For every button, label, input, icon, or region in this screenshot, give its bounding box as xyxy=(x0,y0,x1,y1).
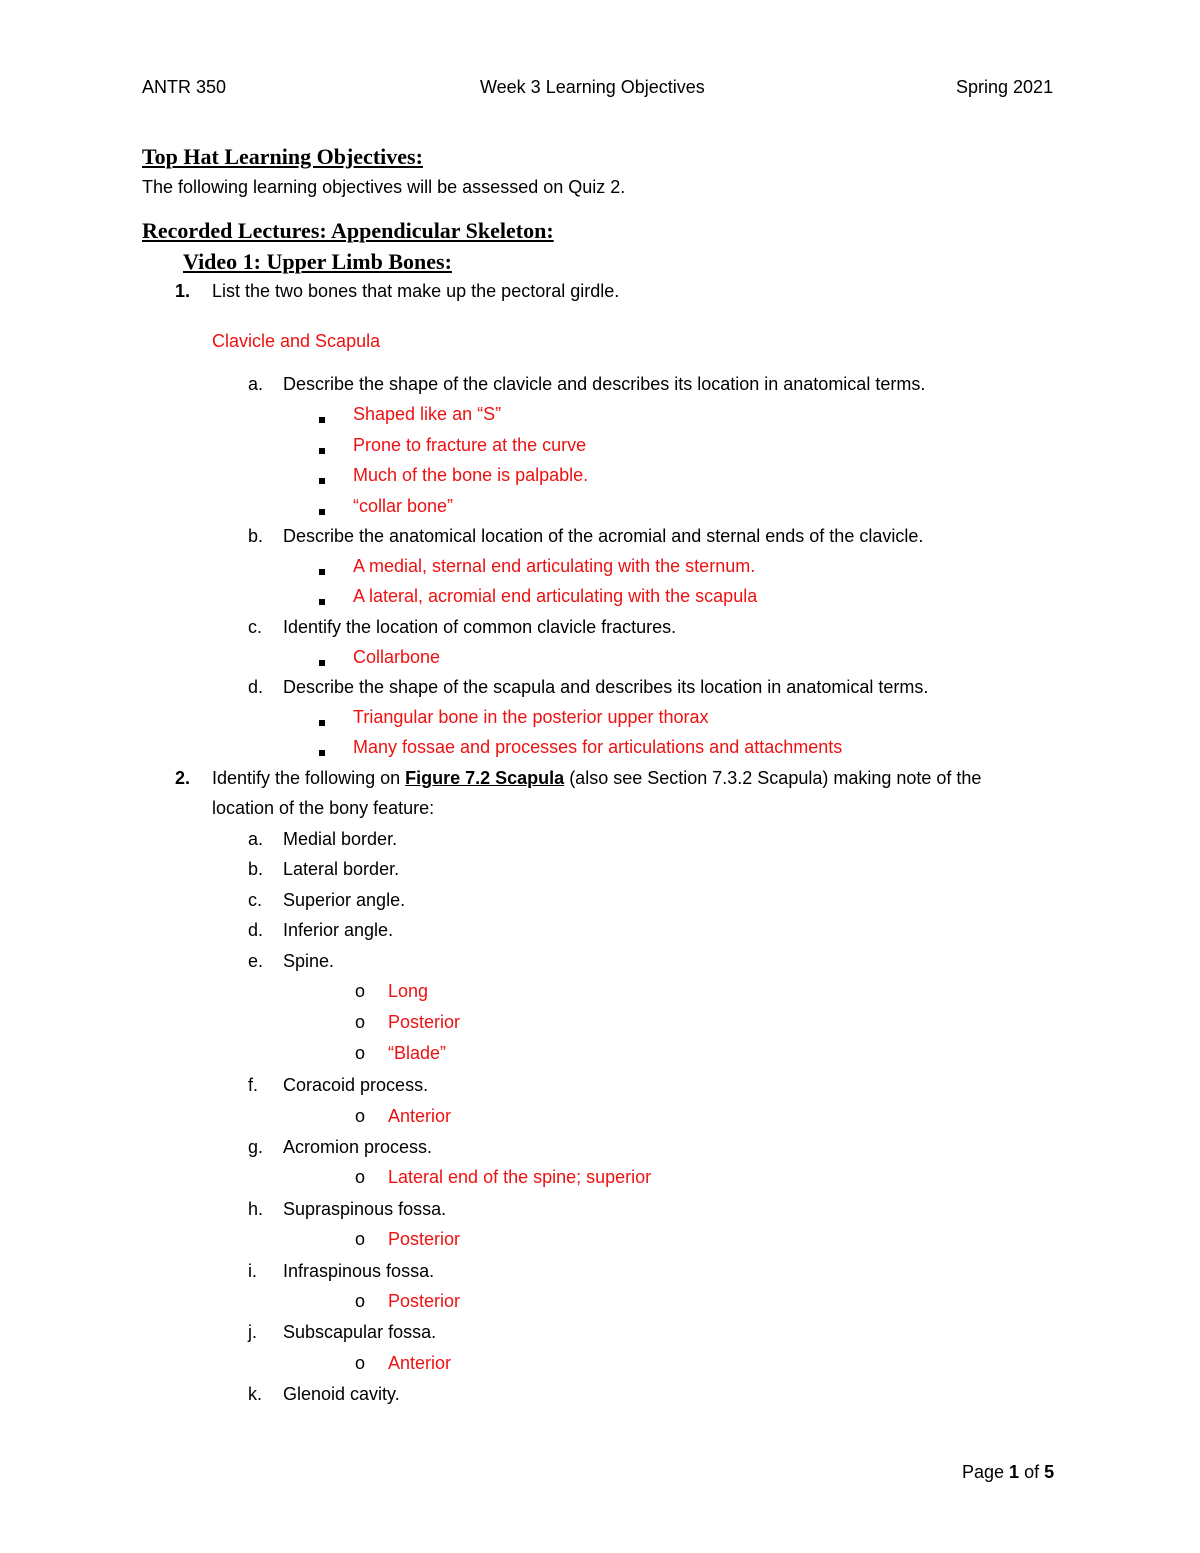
header-title: Week 3 Learning Objectives xyxy=(480,77,705,97)
sub-bullet: o xyxy=(355,1291,366,1311)
q2-f-text: Coracoid process. xyxy=(283,1075,429,1095)
q2-k-marker: k. xyxy=(248,1384,263,1404)
q1-c-text: Identify the location of common clavicle fractures. xyxy=(283,617,677,637)
page-total: 5 xyxy=(1044,1462,1055,1482)
q1-a-answer: Prone to fracture at the curve xyxy=(353,435,587,455)
bullet-square xyxy=(319,653,325,659)
sub-bullet: o xyxy=(355,1229,366,1249)
sub-bullet: o xyxy=(355,1106,366,1126)
q2-e-marker: e. xyxy=(248,951,264,971)
q1-b-text: Describe the anatomical location of the acromial and sternal ends of the clavicle. xyxy=(283,526,924,546)
page-of-label: of xyxy=(1019,1462,1045,1482)
q1-c-answer: Collarbone xyxy=(353,647,441,667)
q2-k-text: Glenoid cavity. xyxy=(283,1384,400,1404)
q2-j-text: Subscapular fossa. xyxy=(283,1322,437,1342)
q2-e-answer: Long xyxy=(388,981,429,1001)
q1-a-text: Describe the shape of the clavicle and describes its location in anatomical terms. xyxy=(283,374,926,394)
q1-a-marker: a. xyxy=(248,374,264,394)
q2-h-answer: Posterior xyxy=(388,1229,461,1249)
bullet-square xyxy=(319,743,325,749)
q2-e-answer: “Blade” xyxy=(388,1043,447,1063)
q2-a-text: Medial border. xyxy=(283,829,398,849)
q1-b-answer: A lateral, acromial end articulating with the scapula xyxy=(353,586,758,606)
intro-text: The following learning objectives will be assessed on Quiz 2. xyxy=(142,177,626,197)
q1-b-answer: A medial, sternal end articulating with the sternum. xyxy=(353,556,756,576)
q2-i-answer: Posterior xyxy=(388,1291,461,1311)
q2-f-marker: f. xyxy=(248,1075,259,1095)
page-number xyxy=(962,1463,1054,1481)
sub-bullet: o xyxy=(355,1012,366,1032)
q1-answer: Clavicle and Scapula xyxy=(212,331,381,351)
q2-h-marker: h. xyxy=(248,1199,264,1219)
q2-c-text: Superior angle. xyxy=(283,890,406,910)
q2-g-answer: Lateral end of the spine; superior xyxy=(388,1167,652,1187)
bullet-square xyxy=(319,502,325,508)
q2-j-marker: j. xyxy=(248,1322,257,1342)
q1-a-answer: “collar bone” xyxy=(353,496,454,516)
q1-b-marker: b. xyxy=(248,526,264,546)
q1-d-text: Describe the shape of the scapula and describes its location in anatomical terms. xyxy=(283,677,929,697)
q2-e-answer: Posterior xyxy=(388,1012,461,1032)
q2-f-answer: Anterior xyxy=(388,1106,452,1126)
section-heading: Recorded Lectures: Appendicular Skeleton: xyxy=(142,218,554,243)
q1-c-marker: c. xyxy=(248,617,263,637)
q2-text xyxy=(212,769,981,787)
page-current: 1 xyxy=(1009,1462,1020,1482)
header-term: Spring 2021 xyxy=(956,77,1054,97)
q2-d-text: Inferior angle. xyxy=(283,920,394,940)
q1-text: List the two bones that make up the pectoral girdle. xyxy=(212,281,620,301)
sub-bullet: o xyxy=(355,1167,366,1187)
sub-bullet: o xyxy=(355,981,366,1001)
figure-reference: Figure 7.2 Scapula xyxy=(405,768,565,788)
q2-i-text: Infraspinous fossa. xyxy=(283,1261,435,1281)
q2-text-post: (also see Section 7.3.2 Scapula) making note of the xyxy=(564,768,982,788)
sub-bullet: o xyxy=(355,1353,366,1373)
q1-a-answer: Much of the bone is palpable. xyxy=(353,465,589,485)
q2-b-text: Lateral border. xyxy=(283,859,400,879)
q2-c-marker: c. xyxy=(248,890,263,910)
page-label: Page xyxy=(962,1462,1010,1482)
bullet-square xyxy=(319,410,325,416)
q2-e-text: Spine. xyxy=(283,951,335,971)
q2-j-answer: Anterior xyxy=(388,1353,452,1373)
q2-g-marker: g. xyxy=(248,1137,264,1157)
q1-d-marker: d. xyxy=(248,677,264,697)
q2-d-marker: d. xyxy=(248,920,264,940)
video-heading: Video 1: Upper Limb Bones: xyxy=(183,249,452,274)
q1-d-answer: Triangular bone in the posterior upper thorax xyxy=(353,707,709,727)
q2-h-text: Supraspinous fossa. xyxy=(283,1199,447,1219)
q1-a-answer: Shaped like an “S” xyxy=(353,404,502,424)
intro-heading: Top Hat Learning Objectives: xyxy=(142,144,423,169)
header-course: ANTR 350 xyxy=(142,77,227,97)
q2-text-line2: location of the bony feature: xyxy=(212,798,435,818)
q1-number: 1. xyxy=(175,281,191,301)
sub-bullet: o xyxy=(355,1043,366,1063)
q2-text-pre: Identify the following on xyxy=(212,768,406,788)
q2-b-marker: b. xyxy=(248,859,264,879)
q2-number: 2. xyxy=(175,768,191,788)
q2-a-marker: a. xyxy=(248,829,264,849)
bullet-square xyxy=(319,713,325,719)
q1-d-answer: Many fossae and processes for articulations and attachments xyxy=(353,737,843,757)
bullet-square xyxy=(319,562,325,568)
bullet-square xyxy=(319,592,325,598)
bullet-square xyxy=(319,471,325,477)
bullet-square xyxy=(319,441,325,447)
q2-i-marker: i. xyxy=(248,1261,257,1281)
q2-g-text: Acromion process. xyxy=(283,1137,433,1157)
